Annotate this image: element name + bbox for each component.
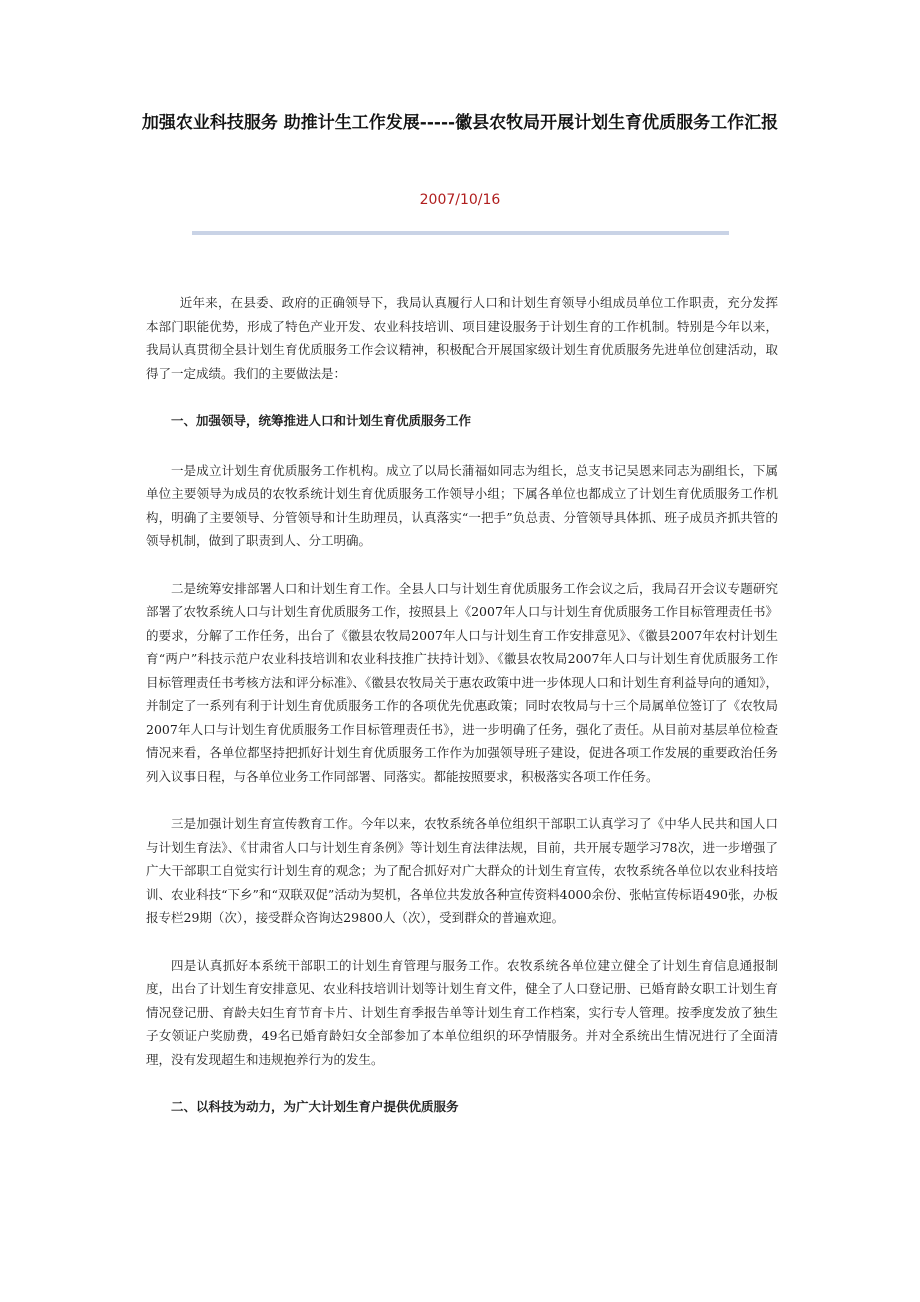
paragraph-3: 三是加强计划生育宣传教育工作。今年以来，农牧系统各单位组织干部职工认真学习了《中华人民共和国人口与计划生育法》、《甘肃省人口与计划生育条例》等计划生育法律法规，目前，共开展专题学习78次，进一步增强了广大干部职工自觉实行计划生育的观念；为了配合抓好对广大群众的计划生育宣传，农牧系统各单位以农业科技培训、农业科技“下乡”和“双联双促”活动为契机，各单位共发放各种宣传资料4000余份、张帖宣传标语490张，办板报专栏29期（次），接受群众咨询达29800人（次），受到群众的普遍欢迎。 bbox=[146, 816, 778, 925]
paragraph-2: 二是统筹安排部署人口和计划生育工作。全县人口与计划生育优质服务工作会议之后，我局召开会议专题研究部署了农牧系统人口与计划生育优质服务工作，按照县上《2007年人口与计划生育优质服务工作目标管理责任书》的要求，分解了工作任务，出台了《徽县农牧局2007年人口与计划生育工作安排意见》、《徽县2007年农村计划生育“两户”科技示范户农业科技培训和农业科技推广扶持计划》、《徽县农牧局2007年人口与计划生育优质服务工作目标管理责任书考核方法和评分标准》、《徽县农牧局关于惠农政策中进一步体现人口和计划生育利益导向的通知》，并制定了一系列有利于计划生育优质服务工作的各项优先优惠政策；同时农牧局与十三个局属单位签订了《农牧局2007年人口与计划生育优质服务工作目标管理责任书》，进一步明确了任务，强化了责任。从目前对基层单位检查情况来看，各单位都坚持把抓好计划生育优质服务工作作为加强领导班子建设，促进各项工作发展的重要政治任务列入议事日程，与各单位业务工作同部署、同落实。都能按照要求，积极落实各项工作任务。 bbox=[146, 580, 778, 784]
article-body bbox=[146, 291, 778, 1119]
paragraph-4: 四是认真抓好本系统干部职工的计划生育管理与服务工作。农牧系统各单位建立健全了计划生育信息通报制度，出台了计划生育安排意见、农业科技培训计划等计划生育文件，健全了人口登记册、已婚育龄女职工计划生育情况登记册、育龄夫妇生育节育卡片、计划生育季报告单等计划生育工作档案，实行专人管理。按季度发放了独生子女领证户奖励费，49名已婚育龄妇女全部参加了本单位组织的环孕情服务。并对全系统出生情况进行了全面清理，没有发现超生和违规抱养行为的发生。 bbox=[146, 957, 778, 1067]
intro-paragraph: 近年来，在县委、政府的正确领导下，我局认真履行人口和计划生育领导小组成员单位工作职责，充分发挥本部门职能优势，形成了特色产业开发、农业科技培训、项目建设服务于计划生育的工作机制。特别是今年以来，我局认真贯彻全县计划生育优质服务工作会议精神，积极配合开展国家级计划生育优质服务先进单位创建活动，取得了一定成绩。我们的主要做法是： bbox=[146, 295, 778, 381]
section-heading-1: 一、加强领导，统筹推进人口和计划生育优质服务工作 bbox=[171, 413, 472, 428]
article-date: 2007/10/16 bbox=[419, 192, 501, 208]
section-heading-2: 二、以科技为动力，为广大计划生育户提供优质服务 bbox=[171, 1099, 459, 1114]
title-divider bbox=[192, 231, 729, 235]
article-title: 加强农业科技服务 助推计生工作发展-----徽县农牧局开展计划生育优质服务工作汇报 bbox=[141, 113, 779, 133]
paragraph-1: 一是成立计划生育优质服务工作机构。成立了以局长蒲福如同志为组长，总支书记吴恩来同志为副组长，下属单位主要领导为成员的农牧系统计划生育优质服务工作领导小组；下属各单位也都成立了计划生育优质服务工作机构，明确了主要领导、分管领导和计生助理员，认真落实“一把手”负总责、分管领导具体抓、班子成员齐抓共管的领导机制，做到了职责到人、分工明确。 bbox=[146, 462, 778, 548]
